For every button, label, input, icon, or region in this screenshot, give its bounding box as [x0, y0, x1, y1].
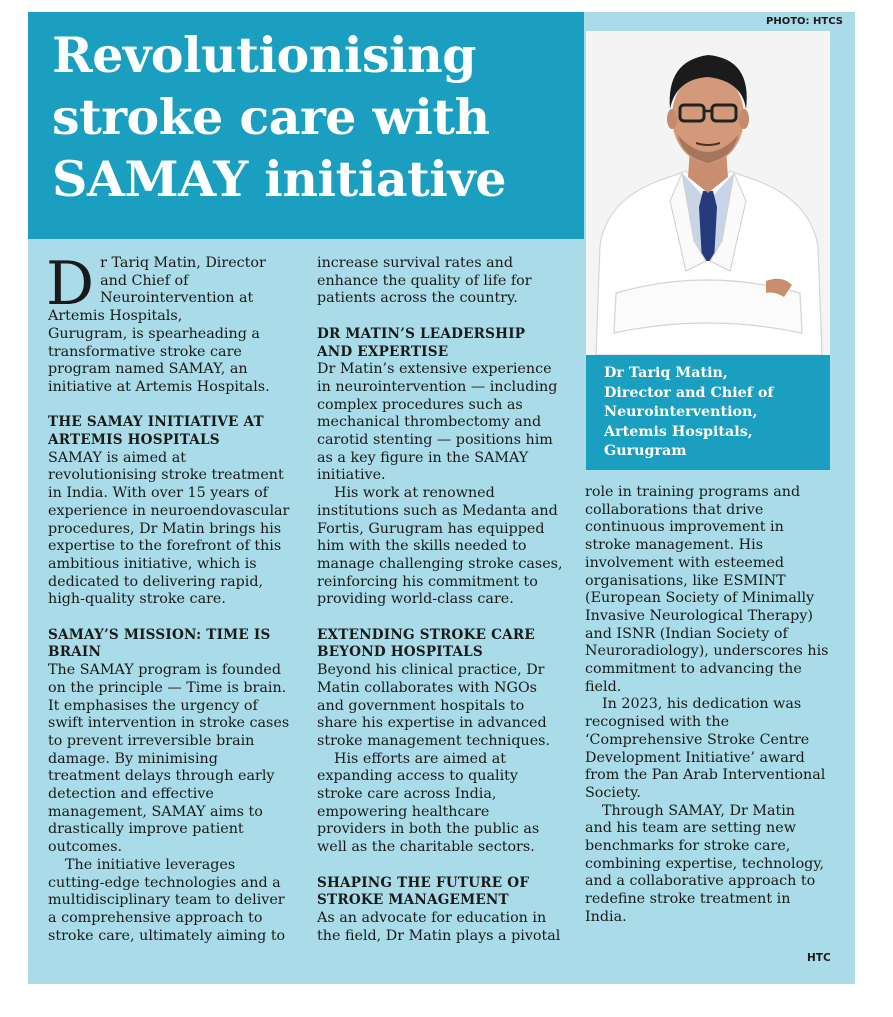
body-paragraph: Beyond his clinical practice, Dr Matin collaborates with NGOs and government hospitals to share his expertise in advanced stroke management techniques.	[317, 662, 551, 749]
body-paragraph: Dr Matin’s extensive experience in neurointervention — including complex procedures such as mechanical thrombectomy and carotid stenting — positions him as a key figure in the SAMAY initiative.	[317, 361, 558, 484]
section-heading-samay-initiative: THE SAMAY INITIATIVE AT ARTEMIS HOSPITALS	[48, 414, 264, 449]
body-paragraph: As an advocate for education in the field, Dr Matin plays a pivotal	[317, 909, 561, 944]
article-column-2	[317, 255, 569, 945]
drop-cap: D	[46, 249, 95, 319]
portrait-photo	[586, 31, 830, 355]
section-heading-future: SHAPING THE FUTURE OF STROKE MANAGEMENT	[317, 874, 530, 909]
headline: Revolutionising stroke care with SAMAY initiative	[52, 26, 507, 208]
section-heading-samay-mission: SAMAY’S MISSION: TIME IS BRAIN	[48, 626, 271, 661]
photo-credit: PHOTO: HTCS	[766, 16, 843, 27]
article-column-1	[46, 249, 300, 945]
headline-box	[28, 12, 584, 239]
body-paragraph: The initiative leverages cutting-edge technologies and a multidisciplinary team to deliver a comprehensive approach to stroke care, ultimately aiming to	[48, 856, 286, 944]
footer-tag: HTC	[807, 952, 831, 964]
intro-paragraph	[46, 249, 300, 397]
body-paragraph: His work at renowned institutions such as Medanta and Fortis, Gurugram has equipped him with the skills needed to manage challenging stroke cases, reinforcing his commitment to providing world-class care.	[317, 485, 563, 608]
body-paragraph-continued: role in training programs and collaborations that drive continuous improvement in stroke management. His involvement with esteemed organisations, like ESMINT (European Society of Minimally Invasive Neurological Therapy) and ISNR (Indian Society of Neuroradiology), underscores his commitment to advancing the field.	[585, 484, 829, 695]
article-column-3	[585, 484, 837, 927]
body-paragraph: In 2023, his dedication was recognised with the ‘Comprehensive Stroke Centre Development Initiative’ award from the Pan Arab Interventional Society.	[585, 696, 826, 801]
portrait-illustration	[586, 31, 830, 355]
caption-box	[586, 355, 830, 470]
body-paragraph: The SAMAY program is founded on the principle — Time is brain. It emphasises the urgency of swift intervention in stroke cases to prevent irreversible brain damage. By minimising treatment delays through early detection and effective management, SAMAY aims to drastically improve patient outcomes.	[48, 662, 290, 856]
body-paragraph-continued: increase survival rates and enhance the quality of life for patients across the country.	[317, 255, 532, 307]
section-heading-leadership: DR MATIN’S LEADERSHIP AND EXPERTISE	[317, 325, 526, 360]
photo-caption: Dr Tariq Matin, Director and Chief of Neurointervention, Artemis Hospitals, Gurugram	[604, 365, 774, 460]
body-paragraph: SAMAY is aimed at revolutionising stroke treatment in India. With over 15 years of experience in neuroendovascular procedures, Dr Matin brings his expertise to the forefront of this ambitious initiative, which is dedicated to delivering rapid, high-quality stroke care.	[48, 449, 290, 608]
body-paragraph: Through SAMAY, Dr Matin and his team are setting new benchmarks for stroke care, combining expertise, technology, and a collaborative approach to redefine stroke treatment in India.	[585, 802, 825, 925]
section-heading-extending-care: EXTENDING STROKE CARE BEYOND HOSPITALS	[317, 626, 535, 661]
intro-text: r Tariq Matin, Director and Chief of Neurointervention at Artemis Hospitals, Gurugram, is spearheading a transformative stroke care program named SAMAY, an initiative at Artemis Hospitals.	[48, 255, 270, 395]
body-paragraph: His efforts are aimed at expanding access to quality stroke care across India, empowering healthcare providers in both the public as well as the charitable sectors.	[317, 750, 540, 856]
